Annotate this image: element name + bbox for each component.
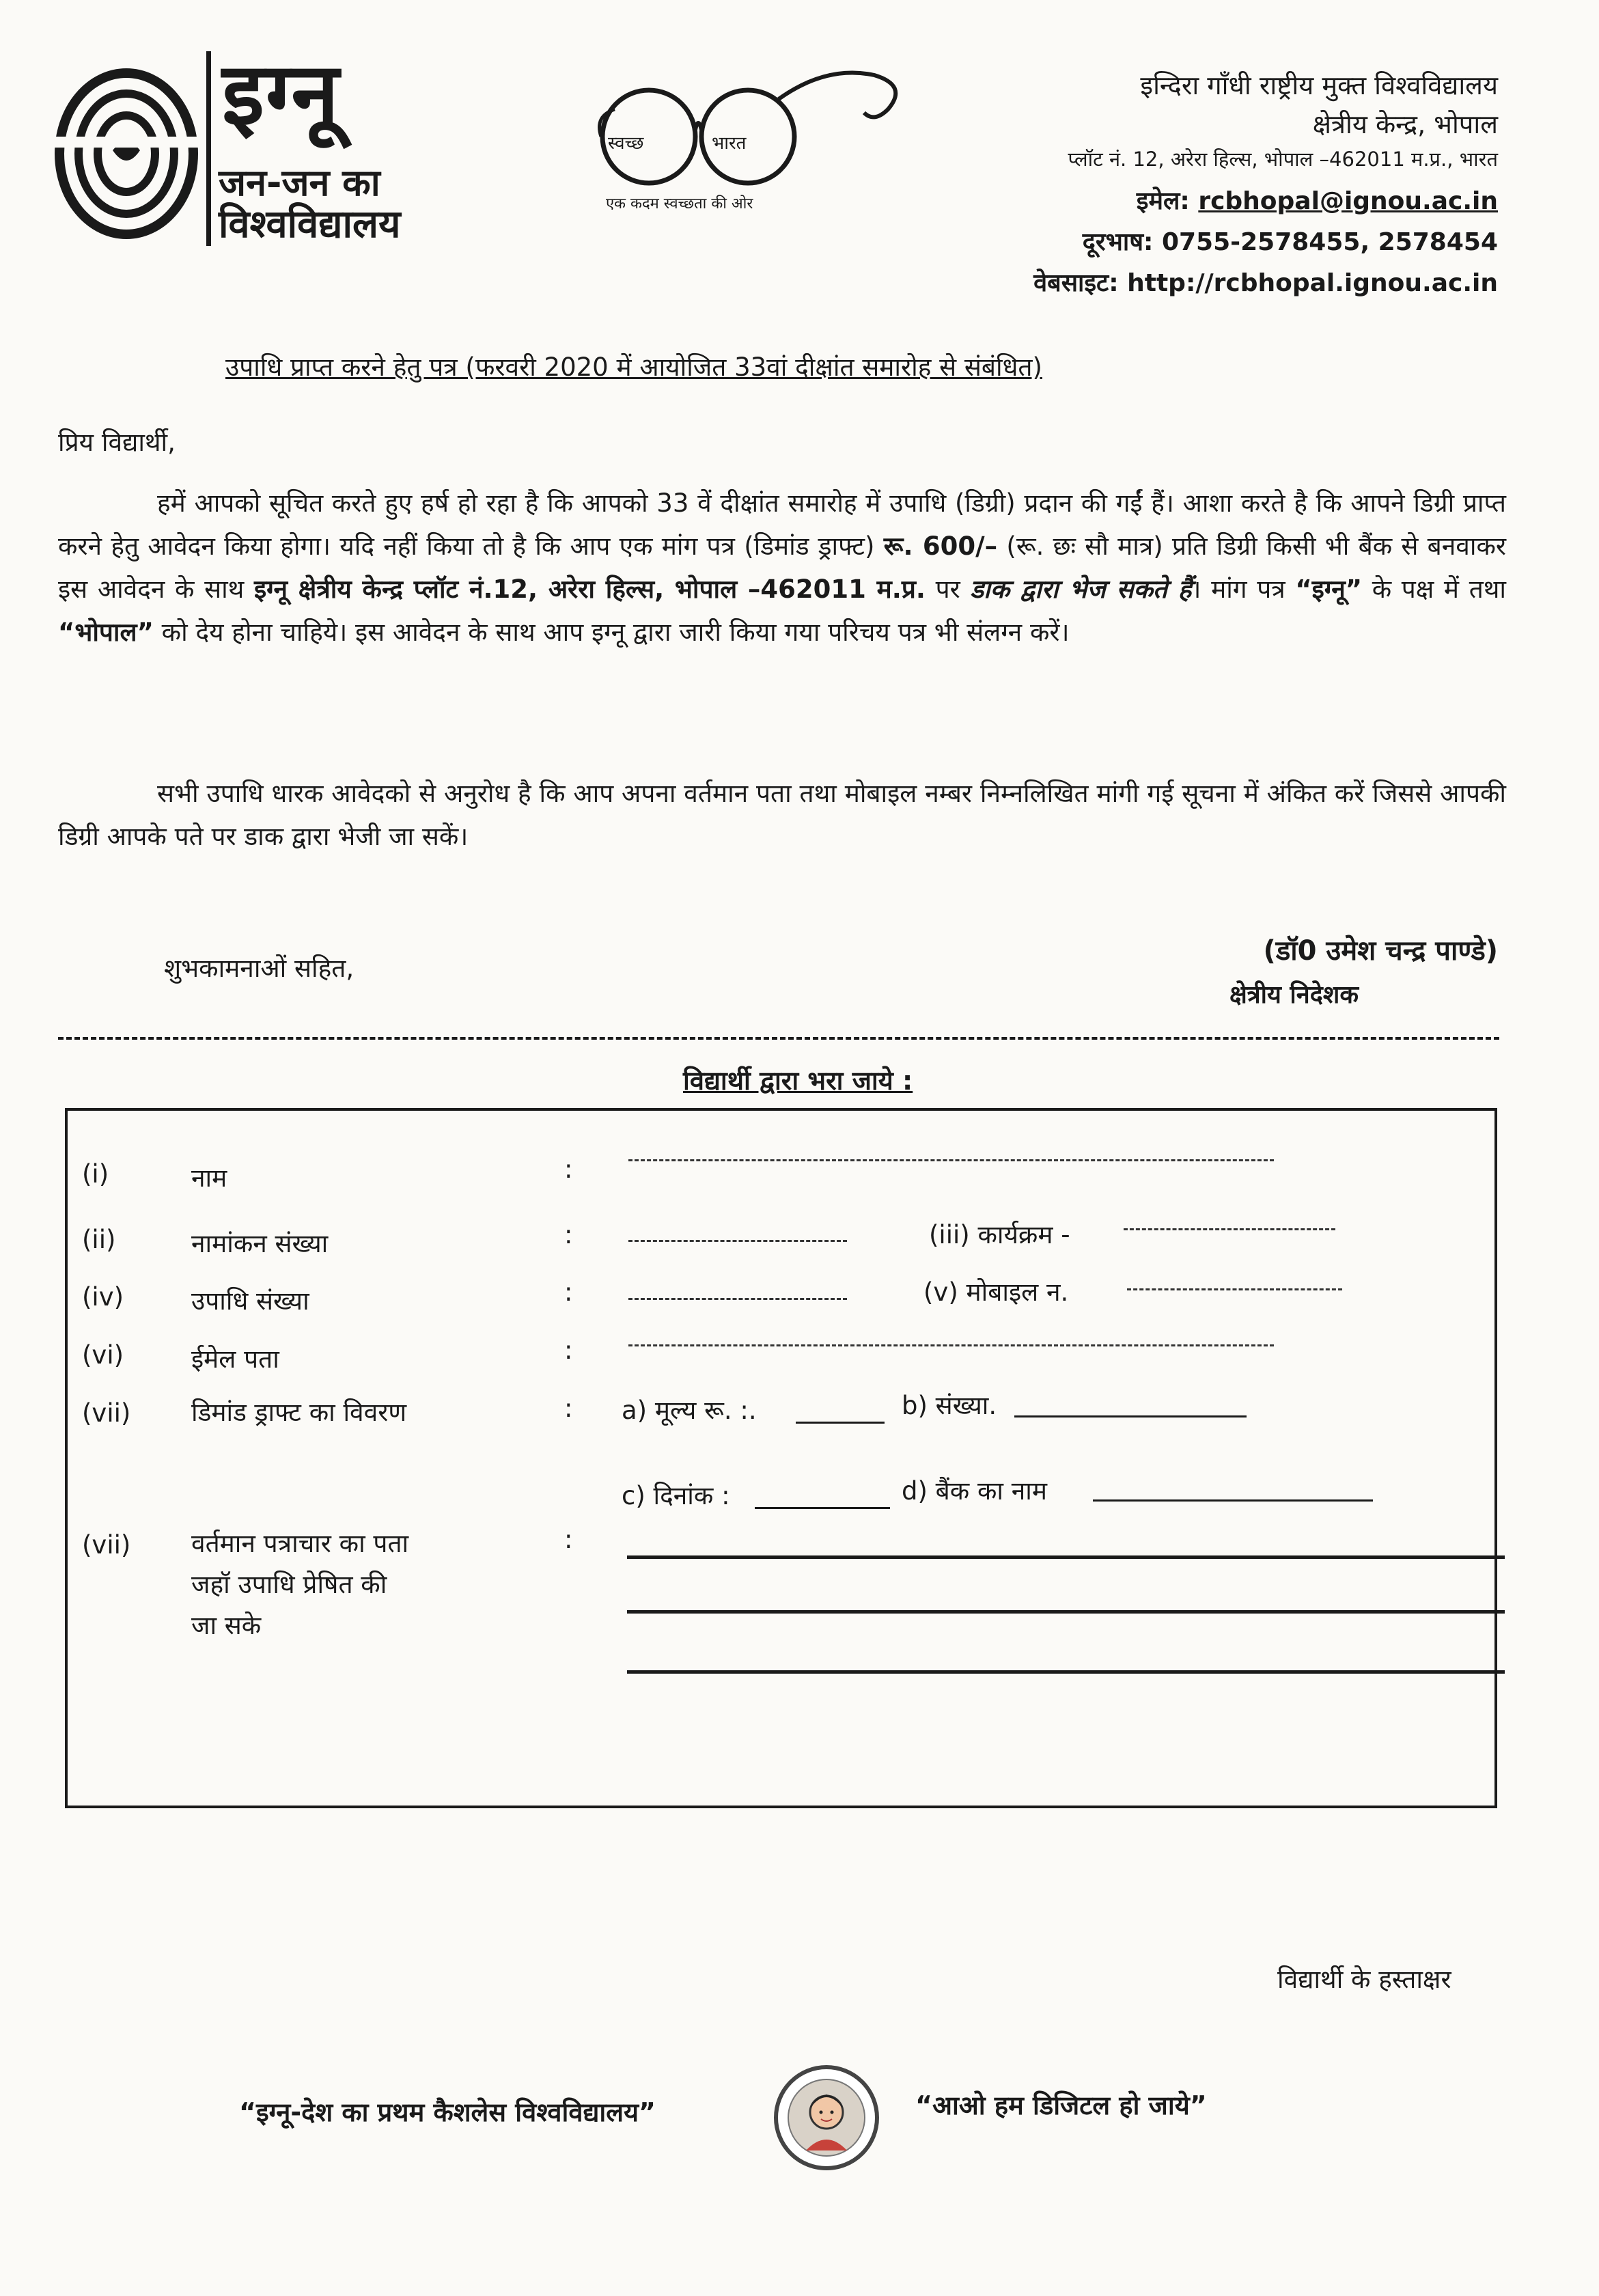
address-label-3: जा सके: [191, 1611, 262, 1640]
enrollment-label: नामांकन संख्या: [191, 1229, 329, 1258]
logo-title: इग्नू: [222, 44, 341, 144]
send-by-post: डाक द्वारा भेज सकते हैं: [970, 575, 1192, 604]
ignou-emblem-logo: [55, 68, 198, 239]
submission-address: इग्नू क्षेत्रीय केन्द्र प्लॉट नं.12, अरेरा हिल्स, भोपाल –462011 म.प्र.: [253, 575, 926, 604]
dd-details-label: डिमांड ड्राफ्ट का विवरण: [191, 1398, 407, 1427]
signatory-name: (डॉ0 उमेश चन्द्र पाण्डे): [1263, 935, 1498, 967]
row-number: (ii): [82, 1225, 116, 1254]
email-address-label: ईमेल पता: [191, 1344, 279, 1374]
dd-date-label: c) दिनांक :: [622, 1481, 730, 1510]
address-line-1[interactable]: [627, 1555, 1505, 1559]
dd-value-label: a) मूल्य रू. :.: [622, 1396, 757, 1425]
phone-line: दूरभाष: 0755-2578455, 2578454: [1082, 228, 1498, 256]
letter-subject: उपाधि प्राप्त करने हेतु पत्र (फरवरी 2020 में आयोजित 33वां दीक्षांत समारोह से संबंधित): [225, 352, 1042, 382]
email-field[interactable]: [628, 1344, 1274, 1346]
address-line-3[interactable]: [627, 1670, 1505, 1674]
dd-number-field[interactable]: [1014, 1415, 1247, 1417]
programme-field[interactable]: [1124, 1228, 1335, 1230]
body-paragraph-2: सभी उपाधि धारक आवेदको से अनुरोध है कि आप अपना वर्तमान पता तथा मोबाइल नम्बर निम्नलिखित मांगी गई सूचना में अंकित करें जिससे आपकी डिग्री आपके पते पर डाक द्वारा भेजी जा सकें।: [58, 779, 1506, 851]
mobile-label: (v) मोबाइल न.: [923, 1277, 1069, 1307]
dd-date-field[interactable]: [755, 1507, 890, 1509]
university-name: इन्दिरा गाँधी राष्ट्रीय मुक्त विश्वविद्यालय: [1140, 70, 1498, 100]
email-line: [1137, 183, 1498, 217]
address-line-2[interactable]: [627, 1610, 1505, 1614]
dd-amount: रू. 600/–: [883, 531, 998, 561]
logo-divider: [206, 51, 211, 246]
form-title: विद्यार्थी द्वारा भरा जाये :: [683, 1066, 913, 1096]
row-number: (iv): [82, 1282, 124, 1312]
colon: :: [564, 1154, 573, 1184]
name-field[interactable]: [628, 1159, 1274, 1161]
cut-line-divider: [58, 1037, 1499, 1040]
colon: :: [564, 1220, 573, 1249]
colon: :: [564, 1525, 573, 1554]
postal-address: प्लॉट नं. 12, अरेरा हिल्स, भोपाल –462011 म.प्र., भारत: [1068, 148, 1498, 171]
digital-campaign-girl-icon: [772, 2063, 881, 2172]
row-number: (i): [82, 1159, 109, 1189]
body-paragraph-1: हमें आपको सूचित करते हुए हर्ष हो रहा है कि आपको 33 वें दीक्षांत समारोह में उपाधि (डिग्री) प्रदान की गईं हैं। आशा करते है कि आपने डिग्री प्राप्त करने हेतु आवेदन किया होगा। यदि नहीं किया तो है कि आप एक मांग पत्र (डिमांड ड्राफ्ट) रू. 600/– (रू. छः सौ मात्र) प्रति डिग्री किसी भी बैंक से बनवाकर इस आवेदन के साथ इग्नू क्षेत्रीय केन्द्र प्लॉट नं.12, अरेरा हिल्स, भोपाल –462011 म.प्र. पर डाक द्वारा भेज सकते हैं। मांग पत्र “इग्नू” के पक्ष में तथा “भोपाल” को देय होना चाहिये। इस आवेदन के साथ आप इग्नू द्वारा जारी किया गया परिचय पत्र भी संलग्न करें।: [58, 488, 1507, 647]
regional-center: क्षेत्रीय केन्द्र, भोपाल: [1312, 109, 1498, 139]
name-label: नाम: [191, 1163, 227, 1193]
dd-bank-field[interactable]: [1093, 1499, 1373, 1502]
dd-number-label: b) संख्या.: [902, 1391, 997, 1420]
programme-label: (iii) कार्यक्रम -: [929, 1220, 1070, 1249]
degree-number-label: उपाधि संख्या: [191, 1286, 309, 1316]
student-signature-label: विद्यार्थी के हस्ताक्षर: [1277, 1965, 1451, 1994]
row-number: (vii): [82, 1530, 131, 1560]
website-line[interactable]: वेबसाइट: http://rcbhopal.ignou.ac.in: [1033, 269, 1498, 297]
email-label: इमेल:: [1136, 187, 1199, 215]
swachh-label: स्वच्छ: [608, 133, 644, 154]
colon: :: [564, 1277, 573, 1307]
student-form-box: [65, 1108, 1497, 1808]
closing: शुभकामनाओं सहित,: [164, 954, 354, 983]
email-link[interactable]: rcbhopal@ignou.ac.in: [1198, 187, 1498, 215]
salutation: प्रिय विद्यार्थी,: [58, 428, 176, 457]
colon: :: [564, 1394, 573, 1423]
dd-value-field[interactable]: [796, 1422, 885, 1424]
logo-tagline-1: जन-जन का: [219, 161, 380, 204]
degree-number-field[interactable]: [628, 1298, 847, 1300]
row-number: (vii): [82, 1398, 131, 1428]
swachh-tagline: एक कदम स्वच्छता की ओर: [606, 195, 753, 212]
mobile-field[interactable]: [1127, 1288, 1342, 1290]
address-label-2: जहॉ उपाधि प्रेषित की: [191, 1570, 387, 1599]
signatory-title: क्षेत्रीय निदेशक: [1229, 981, 1359, 1009]
enrollment-field[interactable]: [628, 1240, 847, 1242]
cashless-slogan: “इग्नू-देश का प्रथम कैशलेस विश्वविद्यालय”: [239, 2097, 656, 2127]
address-label-1: वर्तमान पत्राचार का पता: [191, 1529, 409, 1558]
digital-slogan: “आओ हम डिजिटल हो जाये”: [915, 2090, 1207, 2120]
dd-bank-label: d) बैंक का नाम: [902, 1476, 1047, 1506]
colon: :: [564, 1336, 573, 1365]
logo-tagline-2: विश्वविद्यालय: [219, 202, 401, 247]
row-number: (vi): [82, 1340, 124, 1370]
bharat-label: भारत: [712, 133, 747, 154]
